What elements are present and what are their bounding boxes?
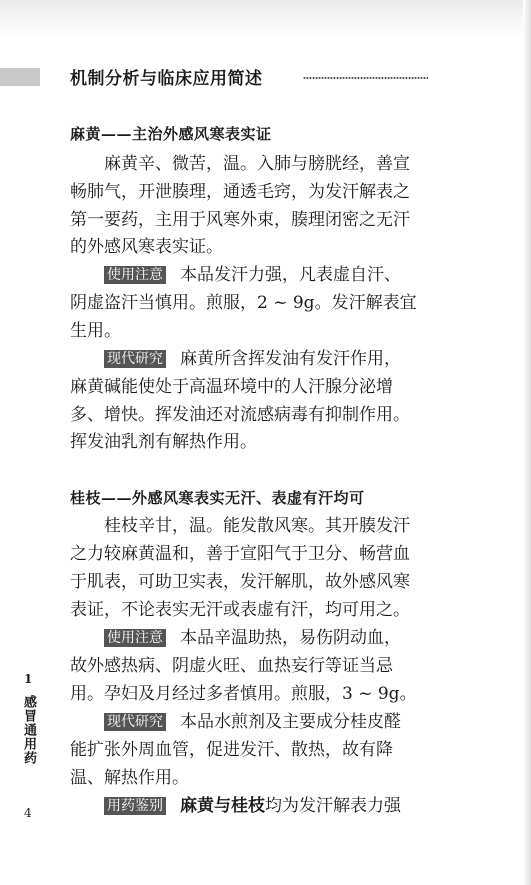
research-tag: 现代研究 (104, 350, 166, 368)
paragraph-line: 第一要药，主用于风寒外束，腠理闭密之无汗 (70, 210, 410, 230)
paragraph-line: 多、增快。挥发油还对流感病毒有抑制作用。 (70, 405, 410, 425)
research-text: 麻黄所含挥发油有发汗作用， (180, 349, 401, 369)
paragraph-line: 桂枝辛甘，温。能发散风寒。其开腠发汗 (104, 516, 410, 536)
caution-text: 本品发汗力强，凡表虚自汗、 (180, 265, 401, 285)
identify-tag: 用药鉴别 (104, 797, 166, 815)
paragraph-line (70, 349, 432, 369)
caution-tag: 使用注意 (104, 266, 166, 284)
paragraph-line: 于肌表，可助卫实表，发汗解肌，故外感风寒 (70, 572, 410, 592)
page-edge-shadow (523, 0, 531, 885)
paragraph-line: 麻黄辛、微苦，温。入肺与膀胱经，善宣 (104, 154, 410, 174)
paragraph-line: 故外感热病、阴虚火旺、血热妄行等证当忌 (70, 656, 393, 676)
section-heading-guizhi: 桂枝——外感风寒表实无汗、表虚有汗均可 (70, 489, 365, 507)
section-heading-mahuang: 麻黄——主治外感风寒表实证 (70, 125, 272, 143)
paragraph-line (70, 796, 432, 816)
paragraph-line: 的外感风寒表实证。 (70, 237, 223, 257)
paragraph-line: 生用。 (70, 321, 121, 341)
identify-text: 均为发汗解表力强 (265, 796, 401, 816)
chapter-number: 1 (24, 672, 33, 686)
research-text: 本品水煎剂及主要成分桂皮醛 (180, 712, 401, 732)
paragraph-line (70, 628, 432, 648)
research-tag: 现代研究 (104, 713, 166, 731)
caution-text: 本品辛温助热，易伤阴动血， (180, 628, 401, 648)
paragraph-line: 阴虚盗汗当慎用。煎服，2 ~ 9g。发汗解表宜 (70, 293, 417, 313)
paragraph-line: 温、解热作用。 (70, 768, 189, 788)
page-title: 机制分析与临床应用简述 (70, 69, 263, 89)
paragraph-line (70, 712, 432, 732)
header-dotted-rule (303, 76, 428, 80)
paragraph-line (70, 265, 432, 285)
identify-bold-text: 麻黄与桂枝 (180, 796, 265, 816)
page-top-shadow (0, 0, 531, 38)
paragraph-line: 能扩张外周血管，促进发汗、散热，故有降 (70, 740, 393, 760)
paragraph-line: 之力较麻黄温和，善于宣阳气于卫分、畅营血 (70, 544, 410, 564)
paragraph-line: 麻黄碱能使处于高温环境中的人汗腺分泌增 (70, 377, 393, 397)
paragraph-line: 表证，不论表实无汗或表虚有汗，均可用之。 (70, 600, 410, 620)
paragraph-line: 挥发油乳剂有解热作用。 (70, 432, 257, 452)
caution-tag: 使用注意 (104, 629, 166, 647)
page-number: 4 (24, 806, 32, 820)
paragraph-line: 用。孕妇及月经过多者慎用。煎服，3 ~ 9g。 (70, 684, 417, 704)
chapter-category: 感冒通用药 (21, 695, 36, 765)
header-marker-bar (0, 68, 40, 86)
paragraph-line: 畅肺气，开泄腠理，通透毛窍，为发汗解表之 (70, 182, 410, 202)
